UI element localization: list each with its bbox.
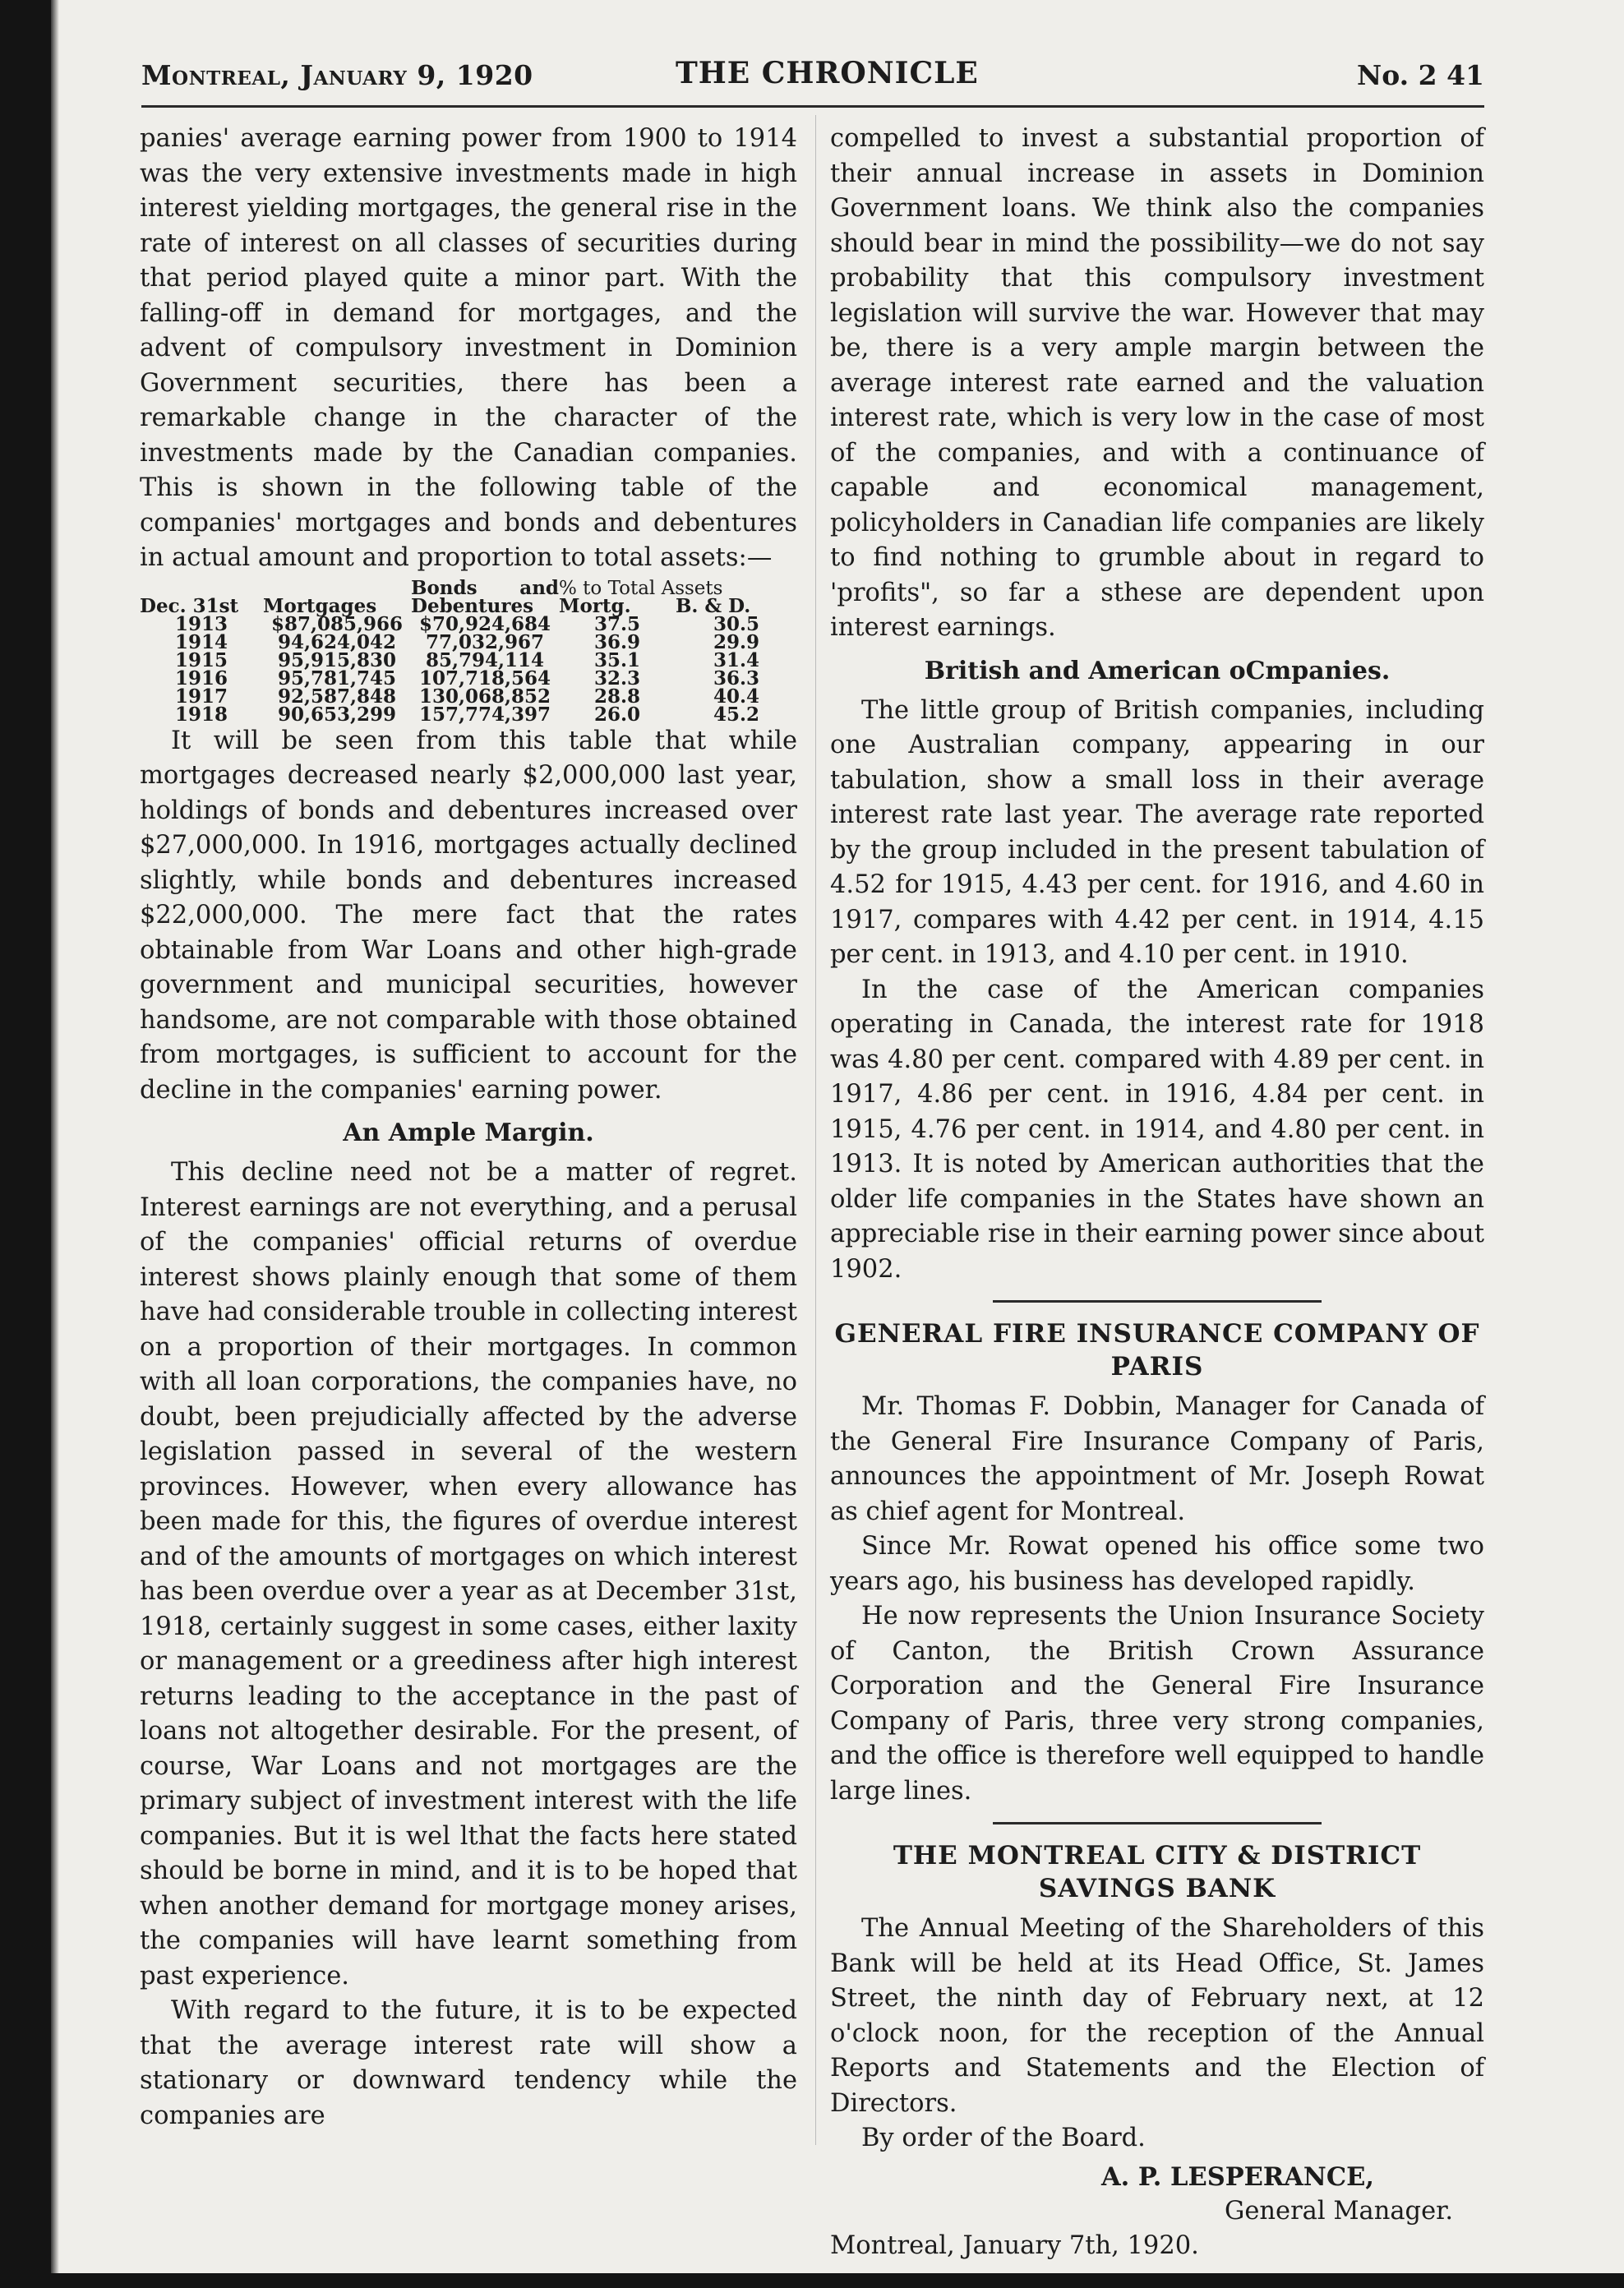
- table-cell: 95,915,830: [277, 648, 397, 671]
- table-cell: 40.4: [713, 685, 759, 708]
- table-cell: 36.9: [593, 630, 640, 653]
- table-cell: 26.0: [593, 703, 640, 726]
- paragraph: It will be seen from this table that while mortgages decreased nearly $2,000,000 last year, holdings of bonds and debentures increased over $27,000,000. In 1916, mortgages actually declined slightly, while bonds and debentures increased $22,000,000. The mere fact that the rates obtainable from War Loans and other high-grade government and municipal securities, however handsome, are not comparable with those obtained from mortgages, is sufficient to account for the decline in the companies' earning power.: [140, 726, 797, 1105]
- table-header-bd-pct: B. & D.: [675, 594, 751, 617]
- section-rule: [993, 1300, 1322, 1303]
- table-cell: 28.8: [593, 685, 640, 708]
- table-cell: 1918: [174, 703, 228, 726]
- article-heading: GENERAL FIRE INSURANCE COMPANY OF PARIS: [834, 1319, 1480, 1382]
- table-cell: 30.5: [713, 612, 759, 635]
- table-header-bonds: Bonds and Debentures: [411, 576, 559, 617]
- header-rule: [141, 105, 1484, 108]
- table-row: [140, 706, 797, 724]
- table-cell: 45.2: [713, 703, 759, 726]
- table-cell: 37.5: [593, 612, 640, 635]
- table-cell: 94,624,042: [277, 630, 397, 653]
- mortgages-table: [140, 576, 797, 726]
- table-header-mortg-pct: Mortg.: [559, 594, 631, 617]
- signer-name: A. P. LESPERANCE,: [1101, 2161, 1374, 2192]
- table-cell: 1914: [174, 630, 228, 653]
- scan-binding-shadow: [51, 0, 59, 2288]
- table-cell: 107,718,564: [418, 667, 551, 690]
- table-cell: 29.9: [713, 630, 759, 653]
- table-cell: $87,085,966: [270, 612, 404, 635]
- paragraph: He now represents the Union Insurance Society of Canton, the British Crown Assurance Corporation and the General Fire Insurance Company of Paris, three very strong companies, and the office is therefore well equipped to handle large lines.: [830, 1602, 1484, 1806]
- table-cell: 1916: [174, 667, 228, 690]
- header-dateline: Montreal, January 9, 1920: [141, 59, 533, 91]
- scan-binding-edge: [0, 0, 51, 2288]
- table-cell: 85,794,114: [425, 648, 545, 671]
- table-cell: 157,774,397: [418, 703, 551, 726]
- table-cell: 35.1: [593, 648, 640, 671]
- paragraph: The little group of British companies, including one Australian company, appearing in our tabulation, show a small loss in their average interest rate last year. The average rate reported by the group included in the present tabulation of 4.52 for 1915, 4.43 per cent. for 1916, and 4.60 in 1917, compares with 4.42 per cent. in 1914, 4.15 per cent. in 1913, and 4.10 per cent. in 1910.: [830, 695, 1484, 969]
- table-cell: 77,032,967: [425, 630, 545, 653]
- section-heading: An Ample Margin.: [343, 1119, 594, 1147]
- signer-title: General Manager.: [1225, 2196, 1454, 2226]
- table-cell: 32.3: [593, 667, 640, 690]
- table-cell: 90,653,299: [277, 703, 397, 726]
- table-cell: 92,587,848: [277, 685, 397, 708]
- right-column: [830, 122, 1484, 2263]
- table-cell: 1915: [174, 648, 228, 671]
- column-divider: [815, 115, 816, 2145]
- table-cell: 31.4: [713, 648, 759, 671]
- paragraph: Since Mr. Rowat opened his office some two years ago, his business has developed rapidly.: [830, 1532, 1484, 1596]
- section-rule: [993, 1822, 1322, 1824]
- paragraph: panies' average earning power from 1900 to 1914 was the very extensive investments made in high interest yielding mortgages, the general rise in the rate of interest on all classes of securities during that period played quite a minor part. With the falling-off in demand for mortgages, and the advent of compulsory investment in Dominion Government securities, there has been a remarkable change in the character of the investments made by the Canadian companies. This is shown in the following table of the companies' mortgages and bonds and debentures in actual amount and proportion to total assets:—: [140, 124, 797, 572]
- table-cell: 1917: [174, 685, 228, 708]
- paragraph: Mr. Thomas F. Dobbin, Manager for Canada of the General Fire Insurance Company of Paris, announces the appointment of Mr. Joseph Rowat as chief agent for Montreal.: [830, 1392, 1484, 1526]
- table-cell: $70,924,684: [418, 612, 551, 635]
- article-heading: THE MONTREAL CITY & DISTRICT SAVINGS BANK: [893, 1841, 1422, 1903]
- signature-block: [830, 2160, 1484, 2229]
- table-header-mortgages: Mortgages: [263, 594, 377, 617]
- dateline: Montreal, January 7th, 1920.: [830, 2230, 1199, 2260]
- publication-title: THE CHRONICLE: [676, 56, 979, 90]
- paragraph: This decline need not be a matter of regret. Interest earnings are not everything, and a perusal of the companies' official returns of overdue interest shows plainly enough that some of them have had considerable trouble in collecting interest on a proportion of their mortgages. In common with all loan corporations, the companies have, no doubt, been prejudicially affected by the adverse legislation passed in several of the western provinces. However, when every allowance has been made for this, the figures of overdue interest and of the amounts of mortgages on which interest has been overdue over a year as at December 31st, 1918, certainly suggest in some cases, either laxity or management or a greediness after high interest returns leading to the acceptance in the past of loans not altogether desirable. For the present, of course, War Loans and not mortgages are the primary subject of investment interest with the life companies. But it is wel lthat the facts here stated should be borne in mind, and it is to be hoped that when another demand for mortgage money arises, the companies will have learnt something from past experience.: [140, 1158, 797, 1990]
- paragraph: compelled to invest a substantial proportion of their annual increase in assets in Dominion Government loans. We think also the companies should bear in mind the possibility—we do not say probability that this compulsory investment legislation will survive the war. However that may be, there is a very ample margin between the average interest rate earned and the valuation interest rate, which is very low in the case of most of the companies, and with a continuance of capable and economical management, policyholders in Canadian life companies are likely to find nothing to grumble about in regard to 'profits", so far a sthese are dependent upon interest earnings.: [830, 124, 1484, 642]
- scan-bottom-edge: [0, 2273, 1624, 2288]
- table-header-pct-group: % to Total Assets: [559, 577, 723, 599]
- page-number: No. 2 41: [1357, 59, 1484, 91]
- order-line: By order of the Board.: [861, 2124, 1146, 2152]
- left-column: [140, 122, 797, 2133]
- table-header-date: Dec. 31st: [140, 594, 239, 617]
- page-header: [141, 54, 1484, 95]
- table-cell: 95,781,745: [277, 667, 397, 690]
- table-cell: 130,068,852: [418, 685, 551, 708]
- table-cell: 1913: [174, 612, 228, 635]
- paragraph: With regard to the future, it is to be expected that the average interest rate will show a stationary or downward tendency while the companies are: [140, 1996, 797, 2130]
- section-heading: British and American oCmpanies.: [924, 656, 1391, 685]
- paragraph: In the case of the American companies operating in Canada, the interest rate for 1918 was 4.80 per cent. compared with 4.89 per cent. in 1917, 4.86 per cent. in 1916, 4.84 per cent. in 1915, 4.76 per cent. in 1914, and 4.80 per cent. in 1913. It is noted by American authorities that the older life companies in the States have shown an appreciable rise in their earning power since about 1902.: [830, 975, 1484, 1284]
- paragraph: The Annual Meeting of the Shareholders of this Bank will be held at its Head Office, St. James Street, the ninth day of February next, at 12 o'clock noon, for the reception of the Annual Reports and Statements and the Election of Directors.: [830, 1914, 1484, 2118]
- table-cell: 36.3: [713, 667, 759, 690]
